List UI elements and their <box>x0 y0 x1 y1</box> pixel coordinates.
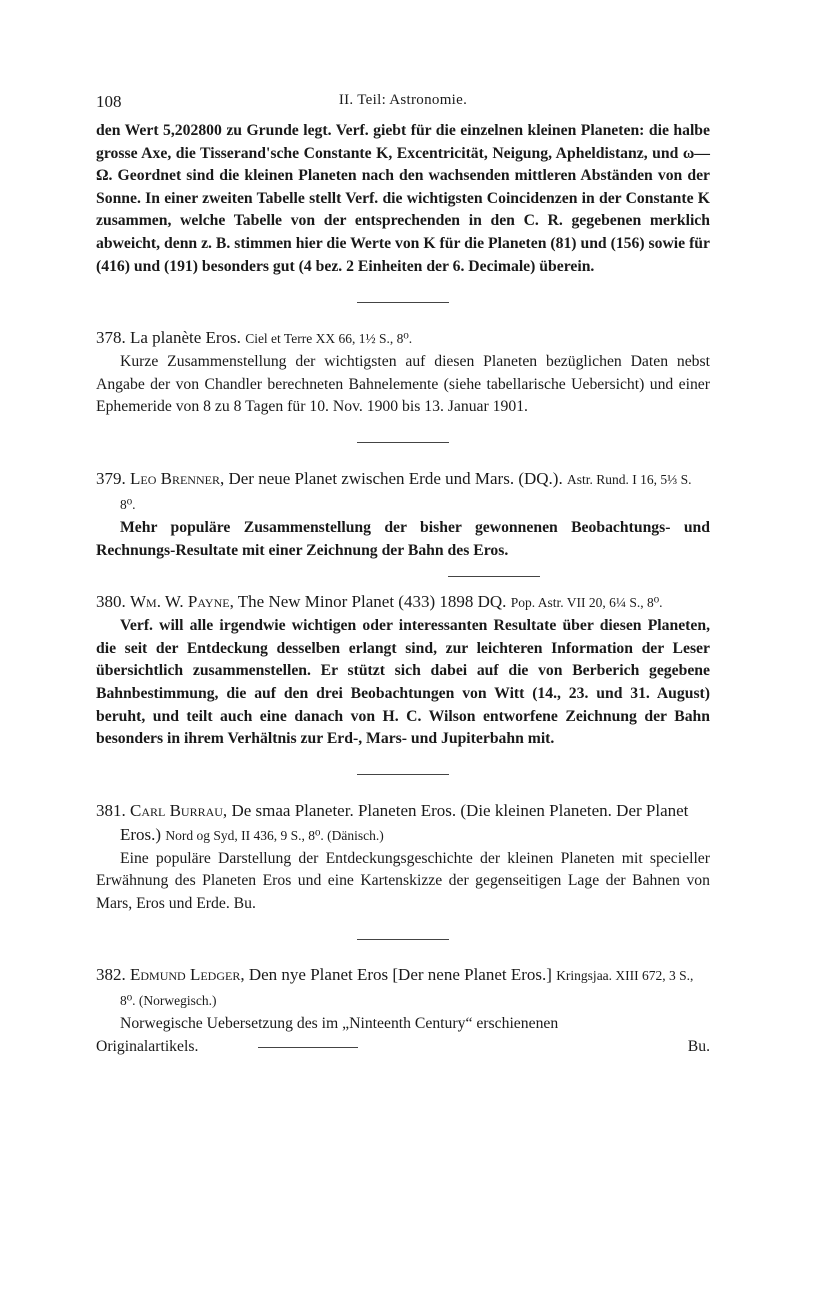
entry-heading <box>96 799 710 848</box>
page-header <box>96 92 710 120</box>
entry-abstract: Verf. will alle irgendwie wichtigen oder interessanten Resultate über diesen Planeten, die seit der Entdeckung desselben erlangt sind, zur leichteren Information der Leser übersichtlich zusammenstellen. Er stützt sich dabei auf die von Berberich gegebene Bahnbestimmung, die auf den drei Beobachtungen von Witt (14., 23. und 31. August) beruht, und teilt auch eine danach von H. C. Wilson entworfene Zeichnung der Bahn besonders in ihrem Verhältnis zur Erd-, Mars- und Jupiterbahn mit. <box>96 617 710 748</box>
reviewer-signature: Bu. <box>687 1038 710 1056</box>
entry-author: Wm. W. Payne, <box>130 592 234 612</box>
entry-author: Leo Brenner, <box>130 468 225 488</box>
separator <box>96 915 710 963</box>
entry-title: Der neue Planet zwischen Erde und Mars. (DQ.). <box>228 468 563 488</box>
entry-abstract-end: Originalartikels. <box>96 1038 199 1056</box>
entry-source: Ciel et Terre XX 66, 1½ S., 8⁰. <box>245 331 413 347</box>
separator <box>96 419 710 467</box>
entry-379 <box>96 467 710 562</box>
entry-source: Astr. Rund. I 16, 5⅓ S. 8⁰. <box>120 471 692 512</box>
entry-378 <box>96 326 710 419</box>
entry-author: Edmund Ledger, <box>130 965 245 985</box>
entry-source: Nord og Syd, II 436, 9 S., 8⁰. (Dänisch.) <box>165 827 384 843</box>
entry-source: Kringsjaa. XIII 672, 3 S., 8⁰. (Norwegisch.) <box>120 968 694 1009</box>
entry-382 <box>96 963 710 1058</box>
separator <box>96 278 710 326</box>
entry-380 <box>96 590 710 751</box>
entry-heading <box>96 590 710 615</box>
entry-number: 378. <box>96 328 126 348</box>
separator <box>96 751 710 799</box>
intro-paragraph: den Wert 5,202800 zu Grunde legt. Verf. giebt für die einzelnen kleinen Planeten: die halbe grosse Axe, die Tisserand'sche Constante K, Excentricität, Neigung, Apheldistanz, und ω—Ω. Geordnet sind die kleinen Planeten nach den wachsenden mittleren Abständen von der Sonne. In einer zweiten Tabelle stellt Verf. die wichtigsten Coincidenzen in der Constante K zusammen, welche Tabelle von der entsprechenden in den C. R. gegebenen merklich abweicht, denn z. B. stimmen hier die Werte von K für die Planeten (81) und (156) sowie für (416) und (191) besonders gut (4 bez. 2 Einheiten der 6. Decimale) überein. <box>96 122 710 275</box>
page <box>96 92 710 1059</box>
entry-title: La planète Eros. <box>130 328 241 348</box>
entry-abstract: Eine populäre Darstellung der Entdeckungsgeschichte der kleinen Planeten mit specieller Erwähnung des Planeten Eros und eine Kartenskizze der gegenseitigen Lage der Bahnen von Mars, Eros und Erde. Bu. <box>96 849 710 912</box>
entry-number: 381. <box>96 800 126 820</box>
entry-heading <box>96 467 710 517</box>
entry-heading <box>96 963 710 1013</box>
entry-number: 379. <box>96 468 126 488</box>
separator <box>96 562 710 590</box>
entry-abstract: Norwegische Uebersetzung des im „Ninteenth Century“ erschienenen <box>120 1015 559 1033</box>
entry-abstract: Kurze Zusammenstellung der wichtigsten auf diesen Planeten bezüglichen Daten nebst Angabe der von Chandler berechneten Bahnelemente (siehe tabellarische Uebersicht) und einer Ephemeride von 8 zu 8 Tagen für 10. Nov. 1900 bis 13. Januar 1901. <box>96 353 710 416</box>
entry-381 <box>96 799 710 916</box>
entry-number: 382. <box>96 965 126 985</box>
entry-abstract: Mehr populäre Zusammenstellung der bisher gewonnenen Beobachtungs- und Rechnungs-Resultate mit einer Zeichnung der Bahn des Eros. <box>96 518 710 559</box>
page-number: 108 <box>96 92 122 111</box>
entry-last-line <box>96 1036 710 1059</box>
entry-number: 380. <box>96 592 126 612</box>
entry-title: De smaa Planeter. Planeten Eros. (Die kleinen Planeten. Der Planet Eros.) <box>120 800 689 844</box>
separator <box>258 1047 358 1048</box>
entry-title: Den nye Planet Eros [Der nene Planet Eros.] <box>248 965 552 985</box>
entry-title: The New Minor Planet (433) 1898 DQ. <box>237 592 507 612</box>
entry-heading <box>96 326 710 351</box>
running-title: II. Teil: Astronomie. <box>338 92 468 108</box>
entry-source: Pop. Astr. VII 20, 6¼ S., 8⁰. <box>510 595 663 611</box>
entry-author: Carl Burrau, <box>130 800 228 820</box>
